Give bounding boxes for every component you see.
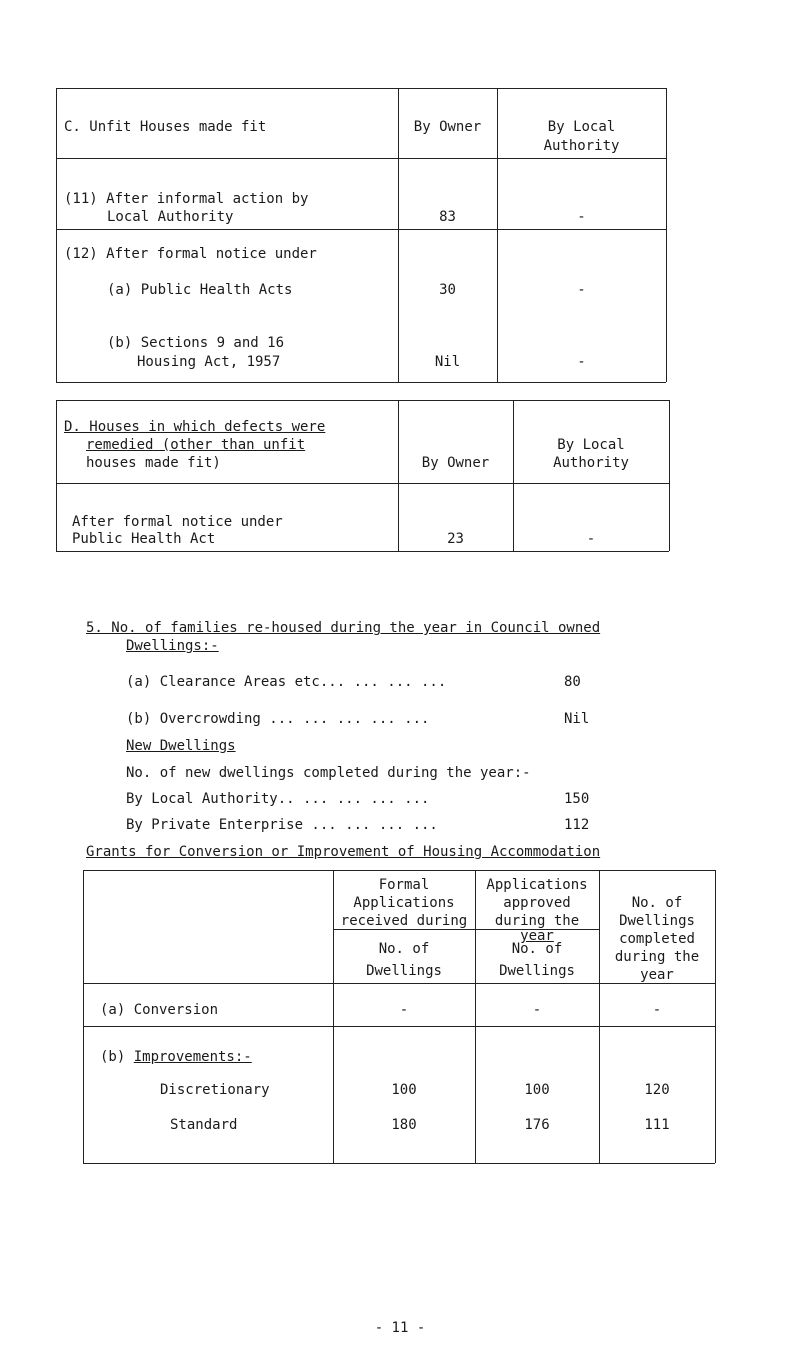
grants-col1-line3: received during xyxy=(340,913,468,929)
grants-discretionary-v2: 100 xyxy=(524,1082,550,1098)
grants-sub1-line1: No. of xyxy=(378,941,430,957)
grants-sub1-line2: Dwellings xyxy=(366,963,442,979)
table-d-row-la: - xyxy=(586,531,596,547)
grants-sub2-line1: No. of xyxy=(511,941,563,957)
table-c-heading: C. Unfit Houses made fit xyxy=(64,119,267,135)
new-dwellings-intro: No. of new dwellings completed during the year:- xyxy=(126,765,531,781)
grants-discretionary-v1: 100 xyxy=(391,1082,417,1098)
section-5-b-label: (b) Overcrowding ... ... ... ... ... xyxy=(126,711,430,727)
grants-standard-v1: 180 xyxy=(391,1117,417,1133)
grants-col2-line2: approved xyxy=(503,895,571,911)
table-c-col-la-2: Authority xyxy=(543,138,620,154)
table-c-row12a-la: - xyxy=(577,282,586,298)
new-dwellings-pe-value: 112 xyxy=(564,817,590,833)
table-d-col-owner: By Owner xyxy=(421,455,490,471)
grants-standard-v3: 111 xyxy=(644,1117,670,1133)
section-5-title-1: 5. No. of families re-housed during the year in Council owned xyxy=(86,620,601,636)
section-5-a-label: (a) Clearance Areas etc... ... ... ... xyxy=(126,674,447,690)
grants-col3-line2: Dwellings xyxy=(619,913,695,929)
table-c-row12a: (a) Public Health Acts xyxy=(107,282,293,298)
table-c-row11-line1: (11) After informal action by xyxy=(64,191,309,207)
new-dwellings-la-label: By Local Authority.. ... ... ... ... xyxy=(126,791,430,807)
grants-conversion-v3: - xyxy=(652,1002,662,1018)
table-d-row-owner: 23 xyxy=(447,531,464,547)
table-d-row-line1: After formal notice under xyxy=(72,514,283,530)
table-d-col-la-1: By Local xyxy=(557,437,625,453)
grants-col2-line1: Applications xyxy=(486,877,588,893)
table-d-col-la-2: Authority xyxy=(553,455,629,471)
grants-title: Grants for Conversion or Improvement of Housing Accommodation xyxy=(86,844,601,860)
new-dwellings-title: New Dwellings xyxy=(126,738,236,754)
grants-col3-line5: year xyxy=(640,967,674,983)
grants-sub2-line2: Dwellings xyxy=(499,963,575,979)
table-c-row12b-la: - xyxy=(577,354,586,370)
grants-conversion-v2: - xyxy=(532,1002,542,1018)
grants-col2-line4: year xyxy=(520,928,554,944)
table-c-col-la-1: By Local xyxy=(547,119,616,135)
table-c-row12b-line2: Housing Act, 1957 xyxy=(137,354,281,370)
section-5-title-2: Dwellings:- xyxy=(126,638,219,654)
grants-col3-line1: No. of xyxy=(631,895,683,911)
page-number: - 11 - xyxy=(374,1320,426,1336)
table-d-row-line2: Public Health Act xyxy=(72,531,216,547)
table-c-row11-line2: Local Authority xyxy=(107,209,234,225)
grants-improvements-text: (b) Improvements:- xyxy=(100,1049,252,1065)
table-c-row11-owner: 83 xyxy=(439,209,456,225)
table-c-row12a-owner: 30 xyxy=(439,282,456,298)
grants-standard-v2: 176 xyxy=(524,1117,550,1133)
grants-col3-line3: completed xyxy=(619,931,695,947)
grants-col1-line2: Applications xyxy=(353,895,455,911)
table-c-row12b-owner: Nil xyxy=(434,354,461,370)
table-d-heading-2: remedied (other than unfit xyxy=(86,437,306,453)
grants-discretionary-v3: 120 xyxy=(644,1082,670,1098)
table-c-row11-la: - xyxy=(577,209,586,225)
section-5-b-value: Nil xyxy=(564,711,590,727)
grants-conversion-label: (a) Conversion xyxy=(100,1002,219,1018)
section-5-a-value: 80 xyxy=(564,674,581,690)
grants-conversion-v1: - xyxy=(399,1002,409,1018)
table-c-row12b-line1: (b) Sections 9 and 16 xyxy=(107,335,285,351)
table-c-col-owner: By Owner xyxy=(413,119,482,135)
grants-standard-label: Standard xyxy=(170,1117,238,1133)
grants-col3-line4: during the xyxy=(614,949,700,965)
table-d-heading-1: D. Houses in which defects were xyxy=(64,419,326,435)
table-c-row12: (12) After formal notice under xyxy=(64,246,317,262)
grants-discretionary-label: Discretionary xyxy=(160,1082,270,1098)
new-dwellings-la-value: 150 xyxy=(564,791,590,807)
grants-col1-line1: Formal xyxy=(378,877,430,893)
grants-col2-line3: during the xyxy=(494,913,580,929)
new-dwellings-pe-label: By Private Enterprise ... ... ... ... xyxy=(126,817,438,833)
table-d-heading-3: houses made fit) xyxy=(86,455,221,471)
grants-improvements-label xyxy=(100,1048,252,1066)
